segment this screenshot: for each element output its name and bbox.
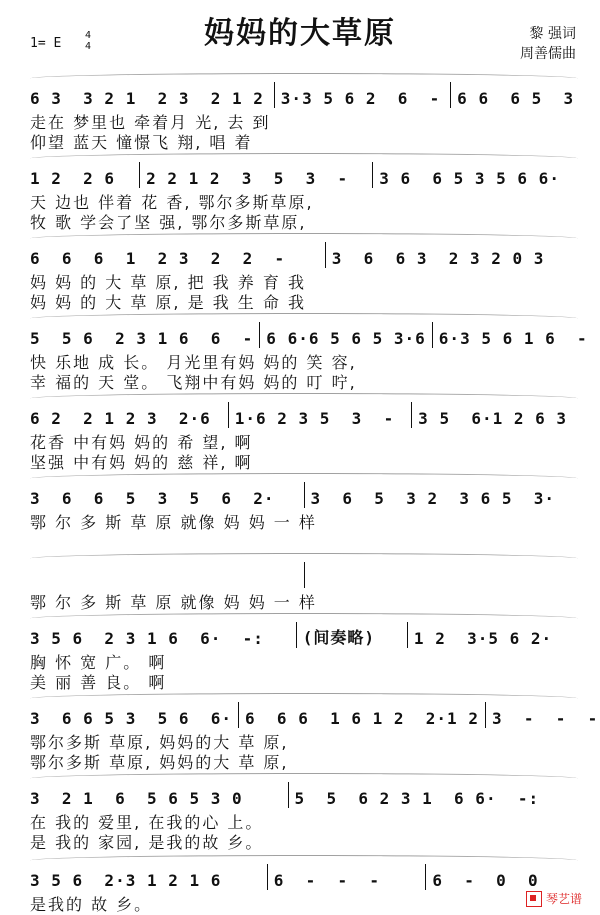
notation-line: [30, 780, 578, 808]
lyric-verse-2: 美 丽 善 良。 啊: [30, 673, 167, 692]
lyric-verse-1: 是我的 故 乡。: [30, 895, 153, 914]
measure: 3 6 6 5 3 5 6 6·: [30, 709, 233, 728]
bar-line: [425, 864, 426, 890]
measure: 3 6 6 5 3 5 6 6·: [379, 169, 560, 188]
bar-line: [228, 402, 229, 428]
lyric-verse-1: 妈 妈 的 大 草 原, 把 我 养 育 我: [30, 273, 306, 292]
time-signature-top: 4: [84, 30, 92, 41]
credits: [520, 24, 576, 64]
measure: 3 5 6 2·3 1 2 1 6: [30, 871, 222, 890]
lyric-verse-2: 鄂尔多斯 草原, 妈妈的大 草 原,: [30, 753, 289, 772]
bar-line: [411, 402, 412, 428]
bar-line: [238, 702, 239, 728]
notation-line: [30, 160, 578, 188]
measure: 1 2 3·5 6 2·: [413, 629, 553, 648]
watermark: [526, 890, 582, 907]
score-header: [0, 0, 600, 70]
lyric-verse-2: 坚强 中有妈 妈的 慈 祥, 啊: [30, 453, 253, 472]
bar-line: [296, 622, 297, 648]
lyric-verse-1: 鄂尔多斯 草原, 妈妈的大 草 原,: [30, 733, 289, 752]
measure: 3 5 6 2 3 1 6 6· -:: [30, 629, 264, 648]
measure: 3 6 6 5 3 5 6 2·: [30, 489, 275, 508]
notation-line: [30, 620, 578, 648]
bar-line: [267, 864, 268, 890]
notation-line: [30, 862, 578, 890]
bar-line: [288, 782, 289, 808]
bar-line: [407, 622, 408, 648]
bar-line: [432, 322, 433, 348]
brand-logo-icon: [526, 891, 542, 907]
notation-line: [30, 480, 578, 508]
measure: 6 - 0 0: [432, 871, 539, 890]
measure: (间奏略): [302, 628, 376, 647]
notation-line: [30, 700, 599, 728]
time-signature-bottom: 4: [84, 41, 92, 52]
notation-line: [30, 560, 578, 588]
measure: 6 - - -: [273, 871, 381, 890]
bar-line: [139, 162, 140, 188]
measure: 6 6 6 5 3: [457, 89, 575, 108]
measure: 3 6 6 3 2 3 2 0 3: [331, 249, 545, 268]
bar-line: [372, 162, 373, 188]
bar-line: [304, 482, 305, 508]
lyric-verse-2: 幸 福的 天 堂。 飞翔中有妈 妈的 叮 咛,: [30, 373, 357, 392]
bar-line: [325, 242, 326, 268]
lyric-verse-2: 牧 歌 学会了坚 强, 鄂尔多斯草原,: [30, 213, 307, 232]
bar-line: [450, 82, 451, 108]
lyric-verse-2: 仰望 蓝天 憧憬飞 翔, 唱 着: [30, 133, 253, 152]
lyric-verse-2: 是 我的 家园, 是我的故 乡。: [30, 833, 264, 852]
lyric-verse-1: 快 乐地 成 长。 月光里有妈 妈的 笑 容,: [30, 353, 357, 372]
measure: 6 6 6 1 6 1 2 2·1 2: [245, 709, 479, 728]
lyric-verse-1: 在 我的 爱里, 在我的心 上。: [30, 813, 264, 832]
bar-line: [274, 82, 275, 108]
measure: 6 3 3 2 1 2 3 2 1 2: [30, 89, 264, 108]
brand-name: 琴艺谱: [545, 892, 582, 906]
notation-line: [30, 400, 578, 428]
lyric-verse-1: 天 边也 伴着 花 香, 鄂尔多斯草原,: [30, 193, 314, 212]
bar-line: [304, 562, 305, 588]
measure: 3 6 5 3 2 3 6 5 3·: [310, 489, 556, 508]
bar-line: [259, 322, 260, 348]
lyric-verse-1: 走在 梦里也 牵着月 光, 去 到: [30, 113, 271, 132]
bar-line: [485, 702, 486, 728]
measure: 6 6 6 1 2 3 2 2 -: [30, 249, 286, 268]
notation-line: [30, 320, 588, 348]
measure: 6·3 5 6 1 6 -: [438, 329, 588, 348]
measure: 1 2 2 6: [30, 169, 116, 188]
composer-credit: 周善儒曲: [520, 46, 576, 62]
lyric-verse-1: 鄂 尔 多 斯 草 原 就像 妈 妈 一 样: [30, 513, 317, 532]
measure: 5 5 6 2 3 1 6 6· -:: [294, 789, 540, 808]
lyric-verse-2: 妈 妈 的 大 草 原, 是 我 生 命 我: [30, 293, 306, 312]
measure: 3 5 6·1 2 6 3: [418, 409, 568, 428]
measure: 3 2 1 6 5 6 5 3 0: [30, 789, 243, 808]
measure: 2 2 1 2 3 5 3 -: [146, 169, 349, 188]
notation-line: [30, 240, 578, 268]
notation-line: [30, 80, 578, 108]
measure: 6 6·6 5 6 5 3·6: [266, 329, 426, 348]
song-title: 妈妈的大草原: [204, 16, 396, 51]
measure: 3·3 5 6 2 6 -: [280, 89, 441, 108]
lyric-verse-1: 胸 怀 宽 广。 啊: [30, 653, 167, 672]
lyricist-credit: 黎 强词: [529, 26, 576, 42]
measure: 5 5 6 2 3 1 6 6 -: [30, 329, 254, 348]
measure: 6 2 2 1 2 3 2·6: [30, 409, 211, 428]
measure: 1·6 2 3 5 3 -: [234, 409, 395, 428]
measure: 3 - - -: [491, 709, 599, 728]
key-signature: 1= E: [30, 36, 62, 51]
lyric-verse-1: 花香 中有妈 妈的 希 望, 啊: [30, 433, 253, 452]
lyric-verse-1: 鄂 尔 多 斯 草 原 就像 妈 妈 一 样: [30, 593, 317, 612]
